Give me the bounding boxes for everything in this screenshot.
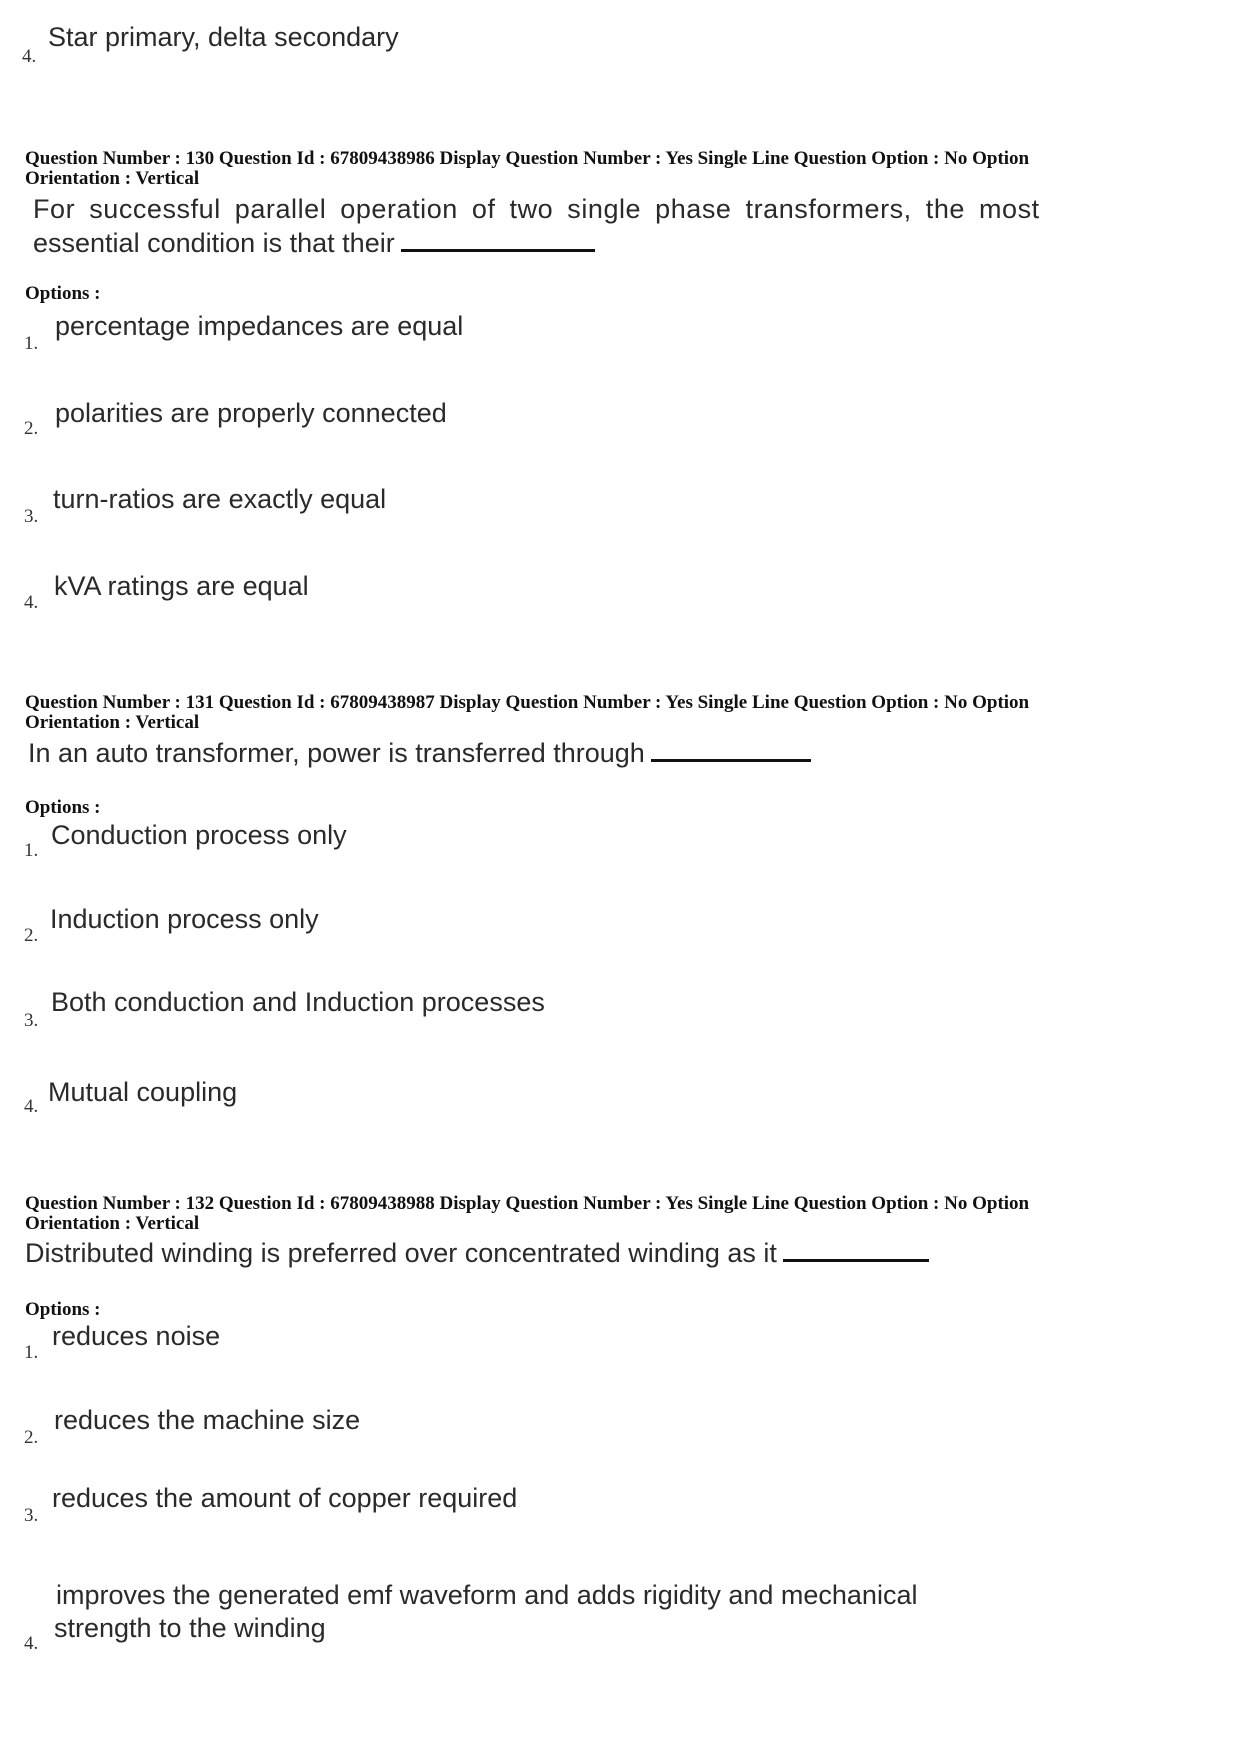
question-130-meta-line1: Question Number : 130 Question Id : 67809438986 Display Question Number : Yes Single Line Question Option : No Option (25, 148, 1030, 169)
question-131-text-content: In an auto transformer, power is transferred through (28, 738, 645, 768)
question-130-option-2-text: polarities are properly connected (55, 398, 447, 428)
question-131-meta-line1: Question Number : 131 Question Id : 67809438987 Display Question Number : Yes Single Line Question Option : No Option (25, 692, 1030, 713)
prev-option-4-text: Star primary, delta secondary (48, 22, 399, 52)
question-132-blank (783, 1259, 929, 1262)
question-130-option-4-number: 4. (24, 592, 39, 613)
question-131-option-3-text: Both conduction and Induction processes (51, 987, 545, 1017)
question-132-option-4-text-line2: strength to the winding (54, 1613, 326, 1643)
question-130-meta-line2: Orientation : Vertical (25, 168, 200, 189)
question-131-option-3-number: 3. (24, 1010, 39, 1031)
question-132-option-1-text: reduces noise (52, 1321, 221, 1351)
question-130-text-line2-content: essential condition is that their (33, 228, 395, 258)
question-132-text-content: Distributed winding is preferred over concentrated winding as it (25, 1238, 777, 1268)
question-131-text (28, 738, 811, 769)
question-130-options-label: Options : (25, 283, 101, 304)
question-132-option-2-text: reduces the machine size (54, 1405, 361, 1435)
question-132-option-2-number: 2. (24, 1427, 39, 1448)
question-130-option-3-number: 3. (24, 506, 39, 527)
question-131-option-4-number: 4. (24, 1096, 39, 1117)
question-130-option-1-text: percentage impedances are equal (55, 311, 464, 341)
question-132-meta-line1: Question Number : 132 Question Id : 67809438988 Display Question Number : Yes Single Line Question Option : No Option (25, 1193, 1030, 1214)
question-132-text (25, 1238, 929, 1269)
question-132-option-3-number: 3. (24, 1505, 39, 1526)
question-130-text-line2 (33, 228, 595, 259)
question-132-options-label: Options : (25, 1299, 101, 1320)
question-131-blank (651, 759, 811, 762)
question-130-option-4-text: kVA ratings are equal (54, 571, 309, 601)
question-130-text-line1: For successful parallel operation of two single phase transformers, the most (33, 194, 1040, 224)
question-131-option-2-text: Induction process only (50, 904, 319, 934)
question-132-option-1-number: 1. (24, 1342, 39, 1363)
question-131-meta (25, 693, 1165, 733)
question-131-option-4-text: Mutual coupling (48, 1077, 238, 1107)
question-131-option-1-text: Conduction process only (51, 820, 347, 850)
question-132-option-3-text: reduces the amount of copper required (52, 1483, 518, 1513)
question-132-option-4-text-line1: improves the generated emf waveform and adds rigidity and mechanical (56, 1580, 918, 1610)
question-132-meta-line2: Orientation : Vertical (25, 1213, 200, 1234)
question-132-option-4-number: 4. (24, 1633, 39, 1654)
question-130-option-2-number: 2. (24, 418, 39, 439)
question-130-option-1-number: 1. (24, 333, 39, 354)
question-132-meta (25, 1194, 1165, 1234)
question-130-blank (401, 249, 595, 252)
question-131-option-2-number: 2. (24, 925, 39, 946)
prev-option-4-number: 4. (22, 46, 37, 67)
question-130-option-3-text: turn-ratios are exactly equal (53, 484, 387, 514)
question-131-meta-line2: Orientation : Vertical (25, 712, 200, 733)
question-131-option-1-number: 1. (24, 840, 39, 861)
question-130-meta (25, 149, 1165, 189)
question-131-options-label: Options : (25, 797, 101, 818)
